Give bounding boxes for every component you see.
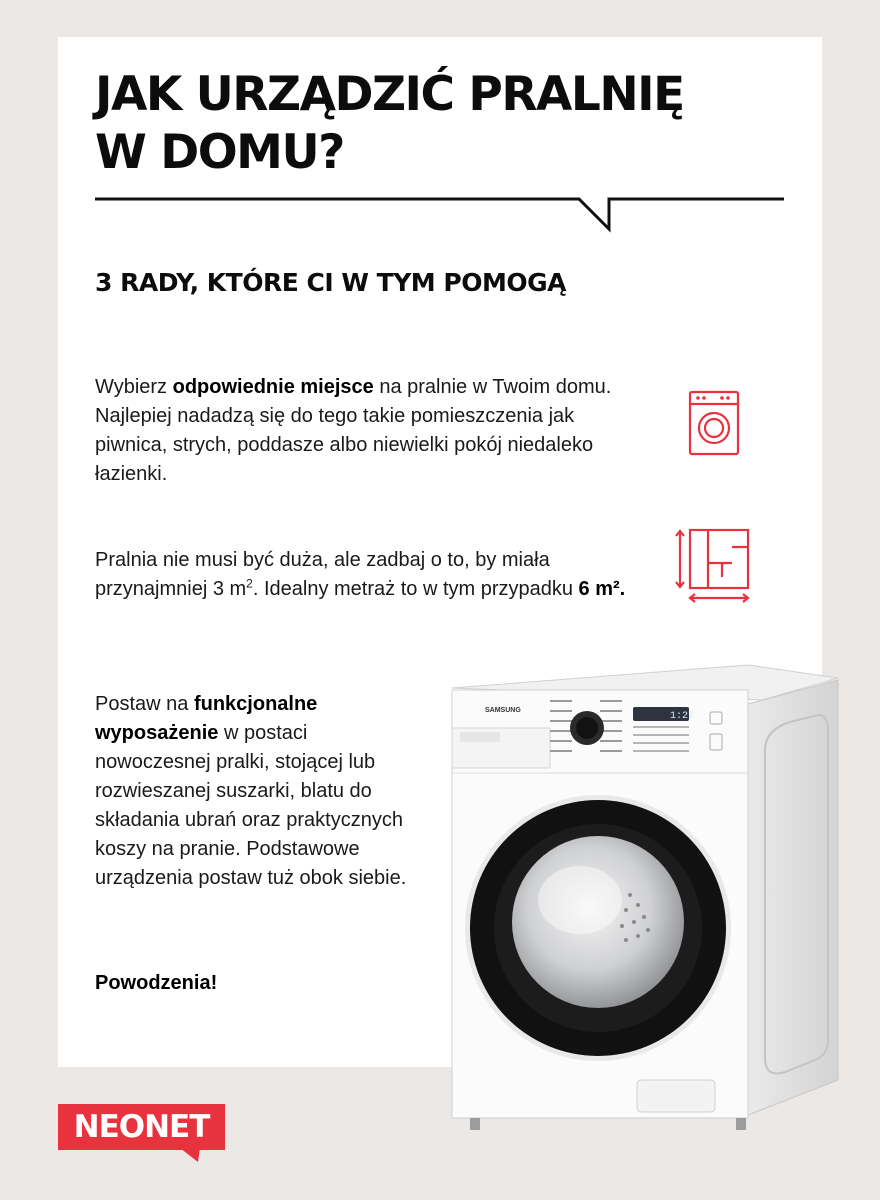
tip-equipment [95, 690, 425, 893]
logo-text: NEONET [73, 1109, 210, 1145]
tip-location [95, 373, 635, 489]
washing-machine-icon [688, 390, 740, 456]
tip-equipment-highlight: funkcjonalne wyposażenie [95, 693, 318, 744]
tip-location-highlight: odpowiednie miejsce [172, 376, 374, 398]
title-line-1: JAK URZĄDZIĆ PRALNIĘ [95, 67, 684, 122]
neonet-logo [58, 1104, 225, 1150]
page-subtitle: 3 RADY, KTÓRE CI W TYM POMOGĄ [95, 268, 566, 297]
tip-size [95, 546, 635, 604]
machine-brand: SAMSUNG [485, 707, 521, 714]
speech-bubble-divider [95, 190, 785, 236]
tip-size-superscript: 2 [246, 576, 253, 591]
tip-equipment-text-end: w postaci nowoczesnej pralki, stojącej lub rozwieszanej suszarki, blatu do składania ubrań oraz praktycznych koszy na pranie. Podstawowe urządzenia postaw tuż obok siebie. [95, 722, 407, 889]
tip-equipment-text-start: Postaw na [95, 693, 194, 715]
page-title [95, 66, 815, 182]
washing-machine-image [430, 660, 850, 1165]
machine-display: 1:27 [670, 711, 695, 722]
tip-location-text-end: na pralnie w Twoim domu. Najlepiej nadadzą się do tego takie pomieszczenia jak piwnica, strych, poddasze albo niewielki pokój niedaleko łazienki. [95, 376, 612, 485]
floor-plan-icon [672, 527, 754, 607]
tip-location-text-start: Wybierz [95, 376, 173, 398]
logo-speech-tail [180, 1148, 200, 1164]
tip-size-highlight: 6 m². [578, 578, 626, 600]
tip-size-text-middle: . Idealny metraż to w tym przypadku [252, 578, 579, 600]
title-line-2: W DOMU? [95, 125, 344, 180]
tip-size-text-start: Pralnia nie musi być duża, ale zadbaj o to, by miała przynajmniej 3 m [95, 549, 550, 600]
sign-off: Powodzenia! [95, 972, 218, 994]
